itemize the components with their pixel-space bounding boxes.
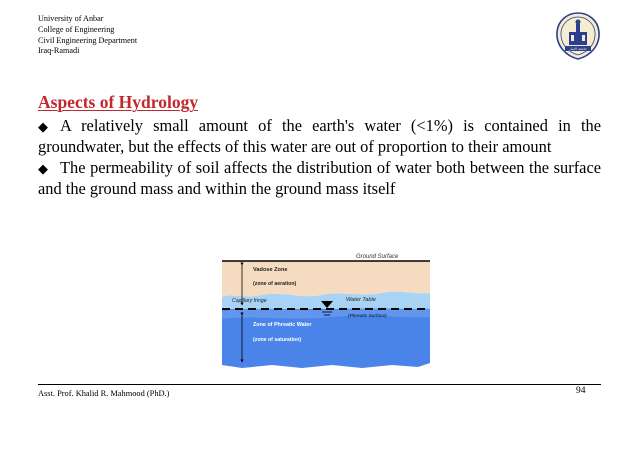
bullet-text-1: A relatively small amount of the earth's water (<1%) is contained in the groundwater, but the effects of this water are out of proportion to their amount xyxy=(38,116,601,157)
bullet-paragraph-2 xyxy=(38,158,601,200)
university-seal-icon xyxy=(552,10,604,62)
slide-body xyxy=(38,116,601,200)
header-department: Civil Engineering Department xyxy=(38,35,138,45)
footer-divider xyxy=(38,384,601,385)
header-location: Iraq-Ramadi xyxy=(38,46,80,56)
vadose-zone-label: Vadose Zone xyxy=(253,267,288,273)
water-table-label: Water Table xyxy=(346,297,376,303)
phreatic-surface-label: (Phreatic Surface) xyxy=(348,314,387,319)
diamond-bullet-icon: ◆ xyxy=(38,119,48,134)
page-number: 94 xyxy=(576,386,586,396)
groundwater-zones-diagram xyxy=(222,251,430,371)
diamond-bullet-icon: ◆ xyxy=(38,160,48,176)
institution-header xyxy=(38,14,137,57)
zone-of-aeration-label: (zone of aeration) xyxy=(253,281,297,287)
zone-of-saturation-label: (zone of saturation) xyxy=(253,337,302,343)
header-college: College of Engineering xyxy=(38,24,115,34)
bullet-text-2: The permeability of soil affects the distribution of water both between the surface and the ground mass and within the ground mass itself xyxy=(38,157,601,199)
footer-author: Asst. Prof. Khalid R. Mahmood (PhD.) xyxy=(38,389,170,398)
slide-title: Aspects of Hydrology xyxy=(38,92,199,112)
ground-surface-label: Ground Surface xyxy=(356,254,399,260)
bullet-paragraph-1 xyxy=(38,116,601,158)
capillary-fringe-label: Capillary fringe xyxy=(232,298,267,304)
seal-caption: جامعة الانبار xyxy=(568,47,588,51)
header-university: University of Anbar xyxy=(38,14,104,23)
phreatic-zone-label: Zone of Phreatic Water xyxy=(253,322,312,328)
